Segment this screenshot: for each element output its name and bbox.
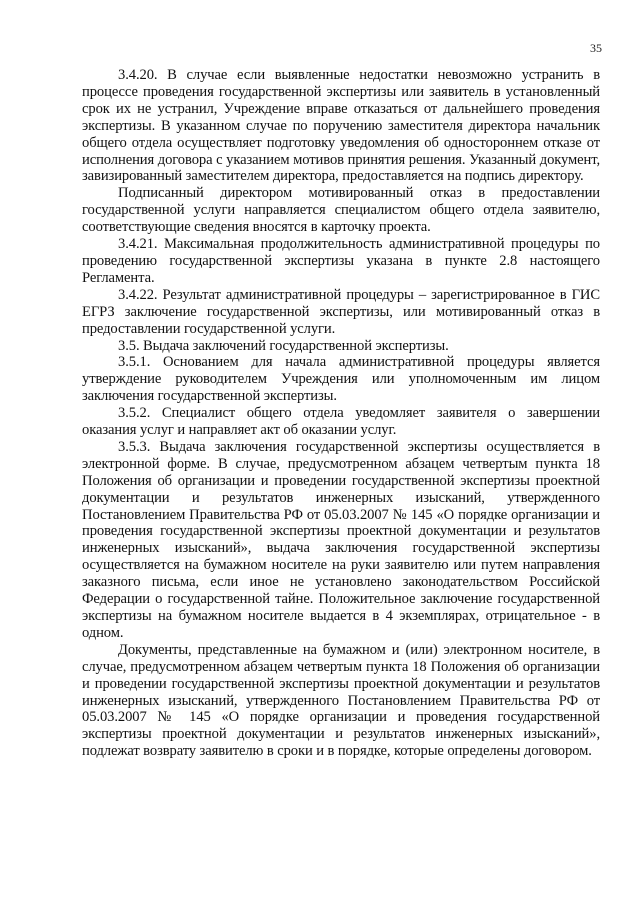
paragraph-documents-return: Документы, представленные на бумажном и (или) электронном носителе, в случае, предусмотренном абзацем четвертым пункта 18 Положения об организации и проведении государственной экспертизы проектной документации и результатов инженерных изысканий, утвержденного Постановлением Правительства РФ от 05.03.2007 № 145 «О порядке организации и проведения государственной экспертизы проектной документации и результатов инженерных изысканий», подлежат возврату заявителю в сроки и в порядке, которые определены договором. (82, 641, 600, 760)
page-number: 35 (590, 41, 602, 55)
paragraph-3-5-3: 3.5.3. Выдача заключения государственной экспертизы осуществляется в электронной форме. В случае, предусмотренном абзацем четвертым пункта 18 Положения об организации и проведении государственной экспертизы проектной документации и результатов инженерных изысканий, утвержденного Постановлением Правительства РФ от 05.03.2007 № 145 «О порядке организации и проведения государственной экспертизы проектной документации и результатов инженерных изысканий», выдача заключения государственной экспертизы осуществляется на бумажном носителе на руки заявителю или путем направления заказного письма, если иное не установлено законодательством Российской Федерации о государственной тайне. Положительное заключение государственной экспертизы на бумажном носителе выдается в 4 экземплярах, отрицательное - в одном. (82, 438, 600, 641)
paragraph-signed-refusal: Подписанный директором мотивированный отказ в предоставлении государственной услуги направляется специалистом общего отдела заявителю, соответствующие сведения вносятся в карточку проекта. (82, 185, 600, 236)
document-body (82, 67, 600, 760)
paragraph-3-4-20: 3.4.20. В случае если выявленные недостатки невозможно устранить в процессе проведения государственной экспертизы или заявитель в установленный срок их не устранил, Учреждение вправе отказаться от дальнейшего проведения экспертизы. В указанном случае по поручению заместителя директора начальник общего отдела осуществляет подготовку уведомления об одностороннем отказе от исполнения договора с указанием мотивов принятия решения. Указанный документ, завизированный заместителем директора, предоставляется на подпись директору. (82, 67, 600, 185)
paragraph-3-5-2: 3.5.2. Специалист общего отдела уведомляет заявителя о завершении оказания услуг и направляет акт об оказании услуг. (82, 405, 600, 439)
paragraph-3-5-1: 3.5.1. Основанием для начала административной процедуры является утверждение руководителем Учреждения или уполномоченным им лицом заключения государственной экспертизы. (82, 354, 600, 405)
section-heading-3-5: 3.5. Выдача заключений государственной экспертизы. (118, 337, 449, 354)
paragraph-3-4-21: 3.4.21. Максимальная продолжительность административной процедуры по проведению государственной экспертизы указана в пункте 2.8 настоящего Регламента. (82, 236, 600, 286)
paragraph-3-4-22: 3.4.22. Результат административной процедуры – зарегистрированное в ГИС ЕГРЗ заключение государственной экспертизы, или мотивированный отказ в предоставлении государственной услуги. (82, 286, 600, 337)
